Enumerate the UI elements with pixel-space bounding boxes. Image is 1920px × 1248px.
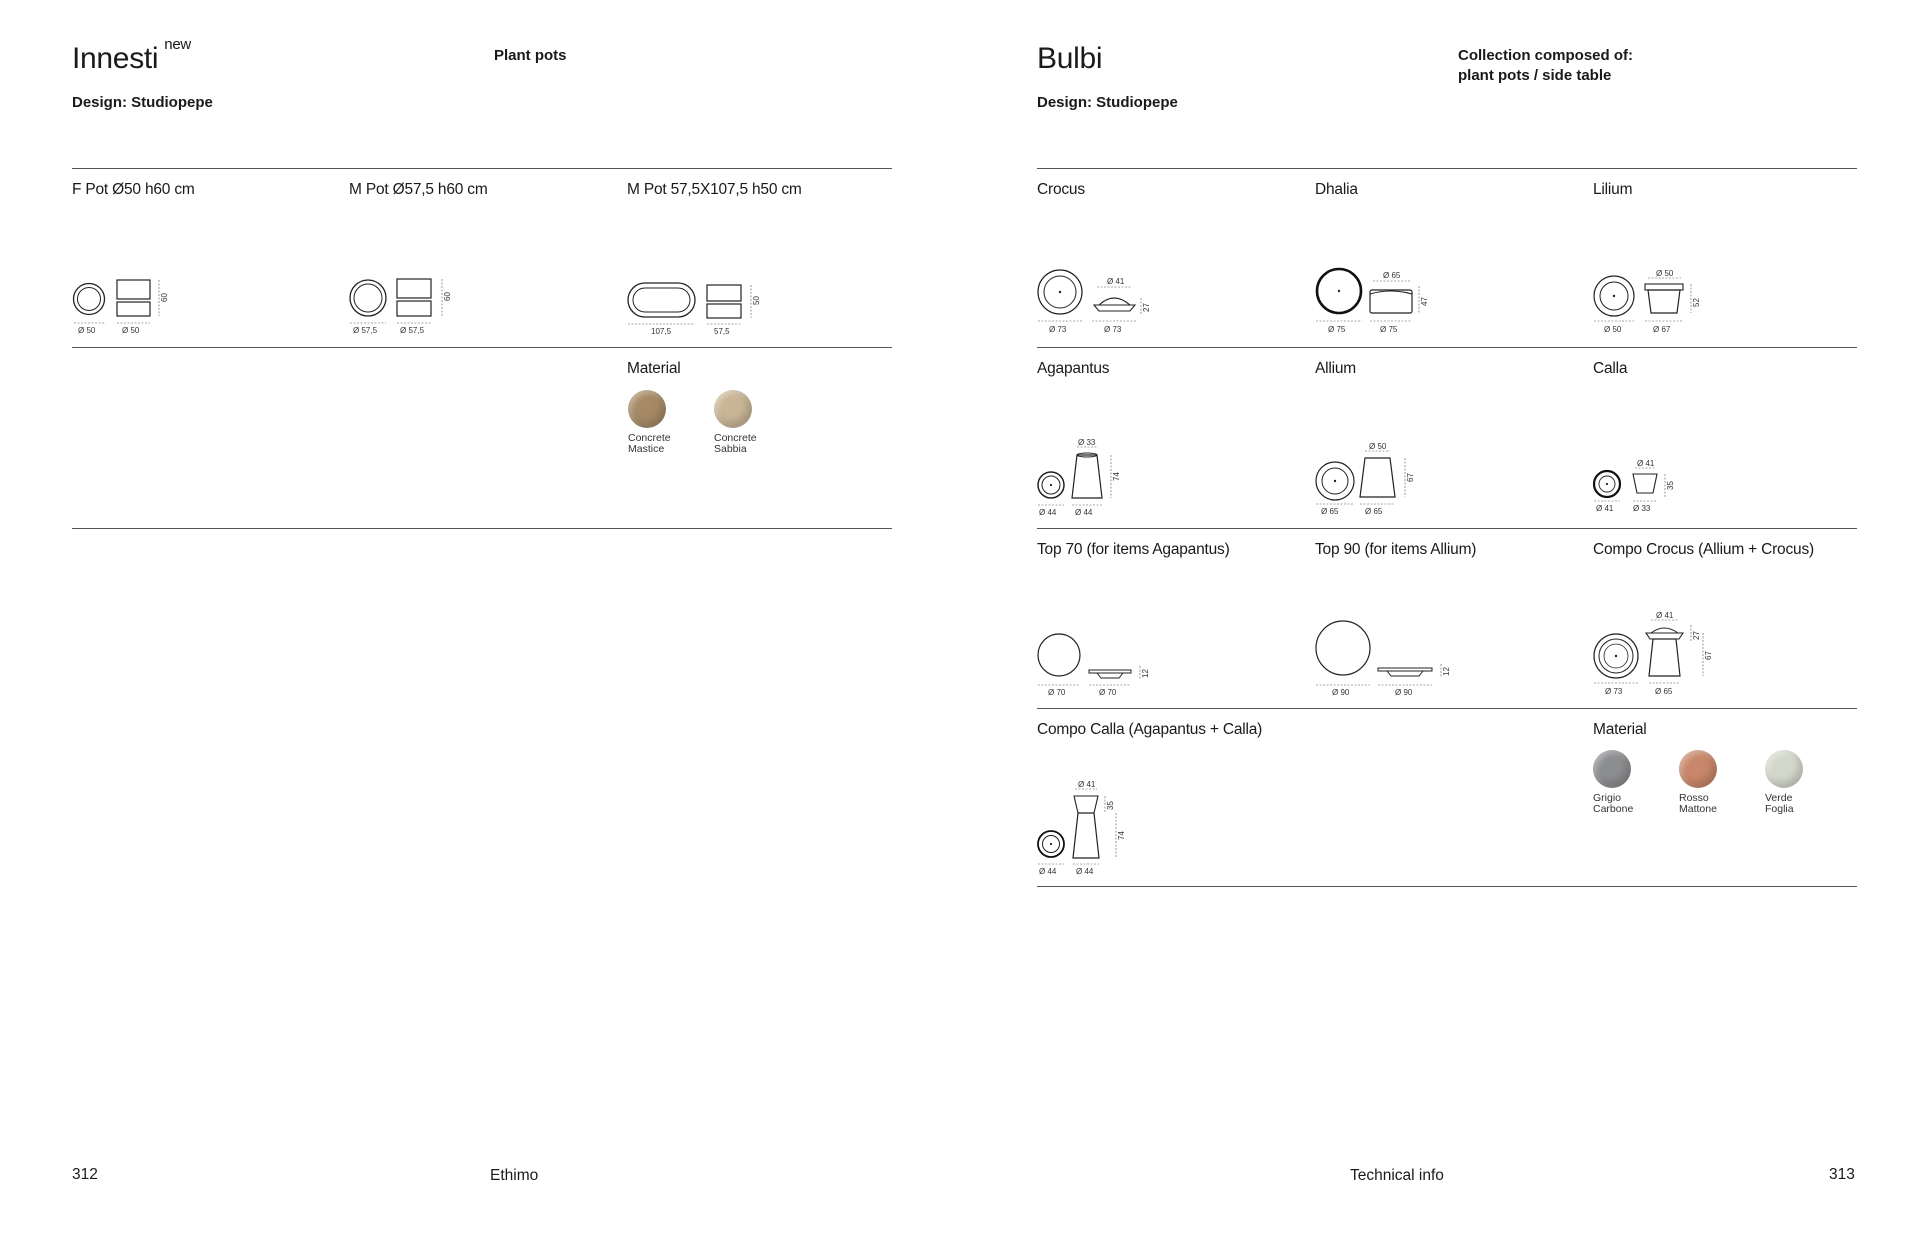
dim-height: 60 — [160, 293, 169, 302]
material-heading: Material — [1593, 721, 1647, 738]
divider — [1037, 528, 1857, 529]
dim: 12 — [1141, 669, 1150, 678]
divider — [1037, 708, 1857, 709]
dim: Ø 70 — [1099, 688, 1117, 697]
dim: Ø 50 — [1604, 325, 1622, 334]
divider — [1037, 168, 1857, 169]
item-label: F Pot Ø50 h60 cm — [72, 181, 195, 198]
product-title — [72, 36, 191, 76]
dim-diameter-top: Ø 57,5 — [353, 326, 378, 335]
category-line: plant pots / side table — [1458, 67, 1612, 84]
divider — [72, 528, 892, 529]
item-label: Compo Crocus (Allium + Crocus) — [1593, 541, 1814, 558]
dim: Ø 41 — [1656, 611, 1674, 620]
item-label: Lilium — [1593, 181, 1633, 198]
dim: 27 — [1692, 631, 1701, 640]
material-swatch-label: Grigio Carbone — [1593, 792, 1634, 815]
dim: Ø 73 — [1049, 325, 1067, 334]
dim-height: 60 — [443, 292, 452, 301]
material-swatch-label: Rosso Mattone — [1679, 792, 1717, 815]
dim: Ø 50 — [1369, 442, 1387, 451]
agapantus-drawing — [1037, 435, 1137, 519]
divider — [1037, 347, 1857, 348]
dim: 35 — [1666, 481, 1675, 490]
dim-diameter-side: Ø 50 — [122, 326, 140, 335]
m-pot-oval-drawing — [627, 275, 767, 337]
collection-category — [1458, 46, 1633, 86]
dhalia-drawing — [1315, 266, 1435, 338]
page-number: 313 — [1829, 1166, 1855, 1183]
compo-crocus-drawing — [1593, 608, 1733, 700]
divider — [72, 347, 892, 348]
item-label: Dhalia — [1315, 181, 1358, 198]
m-pot-round-drawing — [349, 275, 459, 337]
dim-diameter-side: Ø 57,5 — [400, 326, 425, 335]
material-swatch-verde — [1765, 750, 1803, 788]
product-title-text: Innesti — [72, 42, 159, 75]
material-swatch-rosso — [1679, 750, 1717, 788]
dim: Ø 65 — [1321, 507, 1339, 516]
dim: 35 — [1106, 801, 1115, 810]
right-page — [960, 0, 1920, 1248]
dim: 74 — [1117, 831, 1126, 840]
dim: Ø 44 — [1039, 867, 1057, 876]
item-label: Top 90 (for items Allium) — [1315, 541, 1477, 558]
material-swatch-label: Concrete Sabbia — [714, 432, 757, 455]
dim: 27 — [1142, 303, 1151, 312]
material-swatch-label: Concrete Mastice — [628, 432, 671, 455]
dim: Ø 41 — [1596, 504, 1614, 513]
dim: Ø 75 — [1328, 325, 1346, 334]
brand-footer: Ethimo — [490, 1167, 539, 1184]
dim: 67 — [1704, 651, 1713, 660]
dim: Ø 33 — [1078, 438, 1096, 447]
dim: 67 — [1406, 473, 1415, 482]
dim-height: 50 — [752, 296, 761, 305]
divider — [1037, 886, 1857, 887]
dim: Ø 90 — [1332, 688, 1350, 697]
item-label: Crocus — [1037, 181, 1085, 198]
dim: 52 — [1692, 298, 1701, 307]
lilium-drawing — [1593, 266, 1713, 338]
dim: Ø 44 — [1075, 508, 1093, 517]
dim: Ø 73 — [1104, 325, 1122, 334]
dim-diameter-top: Ø 50 — [78, 326, 96, 335]
divider — [72, 168, 892, 169]
product-category: Plant pots — [494, 47, 567, 64]
crocus-drawing — [1037, 266, 1157, 338]
dim: Ø 65 — [1383, 271, 1401, 280]
material-swatch-label: Verde Foglia — [1765, 792, 1794, 815]
top-70-drawing — [1037, 630, 1157, 700]
dim: 47 — [1420, 297, 1429, 306]
dim: Ø 44 — [1039, 508, 1057, 517]
item-label: M Pot 57,5X107,5 h50 cm — [627, 181, 802, 198]
item-label: Top 70 (for items Agapantus) — [1037, 541, 1230, 558]
allium-drawing — [1315, 440, 1425, 520]
material-swatch-mastice — [628, 390, 666, 428]
dim-length: 107,5 — [651, 327, 672, 336]
material-heading: Material — [627, 360, 681, 377]
dim: Ø 41 — [1078, 780, 1096, 789]
dim: Ø 50 — [1656, 269, 1674, 278]
page-number: 312 — [72, 1166, 98, 1183]
compo-calla-drawing — [1037, 778, 1147, 878]
collection-title: Bulbi — [1037, 42, 1103, 75]
top-90-drawing — [1315, 618, 1455, 700]
dim: Ø 67 — [1653, 325, 1671, 334]
material-swatch-sabbia — [714, 390, 752, 428]
dim: Ø 73 — [1605, 687, 1623, 696]
dim: 12 — [1442, 667, 1451, 676]
dim: Ø 41 — [1107, 277, 1125, 286]
dim: Ø 65 — [1365, 507, 1383, 516]
item-label: Allium — [1315, 360, 1357, 377]
section-footer: Technical info — [1350, 1167, 1444, 1184]
calla-drawing — [1593, 460, 1693, 520]
dim: Ø 75 — [1380, 325, 1398, 334]
f-pot-drawing — [72, 275, 172, 337]
dim: Ø 41 — [1637, 459, 1655, 468]
item-label: Agapantus — [1037, 360, 1110, 377]
dim: 74 — [1112, 472, 1121, 481]
dim: Ø 33 — [1633, 504, 1651, 513]
dim: Ø 44 — [1076, 867, 1094, 876]
dim: Ø 90 — [1395, 688, 1413, 697]
category-line: Collection composed of: — [1458, 47, 1634, 64]
item-label: M Pot Ø57,5 h60 cm — [349, 181, 488, 198]
designer-credit: Design: Studiopepe — [72, 94, 213, 111]
dim: Ø 70 — [1048, 688, 1066, 697]
dim: Ø 65 — [1655, 687, 1673, 696]
new-badge: new — [164, 36, 191, 53]
designer-credit: Design: Studiopepe — [1037, 94, 1178, 111]
item-label: Compo Calla (Agapantus + Calla) — [1037, 721, 1263, 738]
material-swatch-grigio — [1593, 750, 1631, 788]
dim-width: 57,5 — [714, 327, 730, 336]
item-label: Calla — [1593, 360, 1628, 377]
